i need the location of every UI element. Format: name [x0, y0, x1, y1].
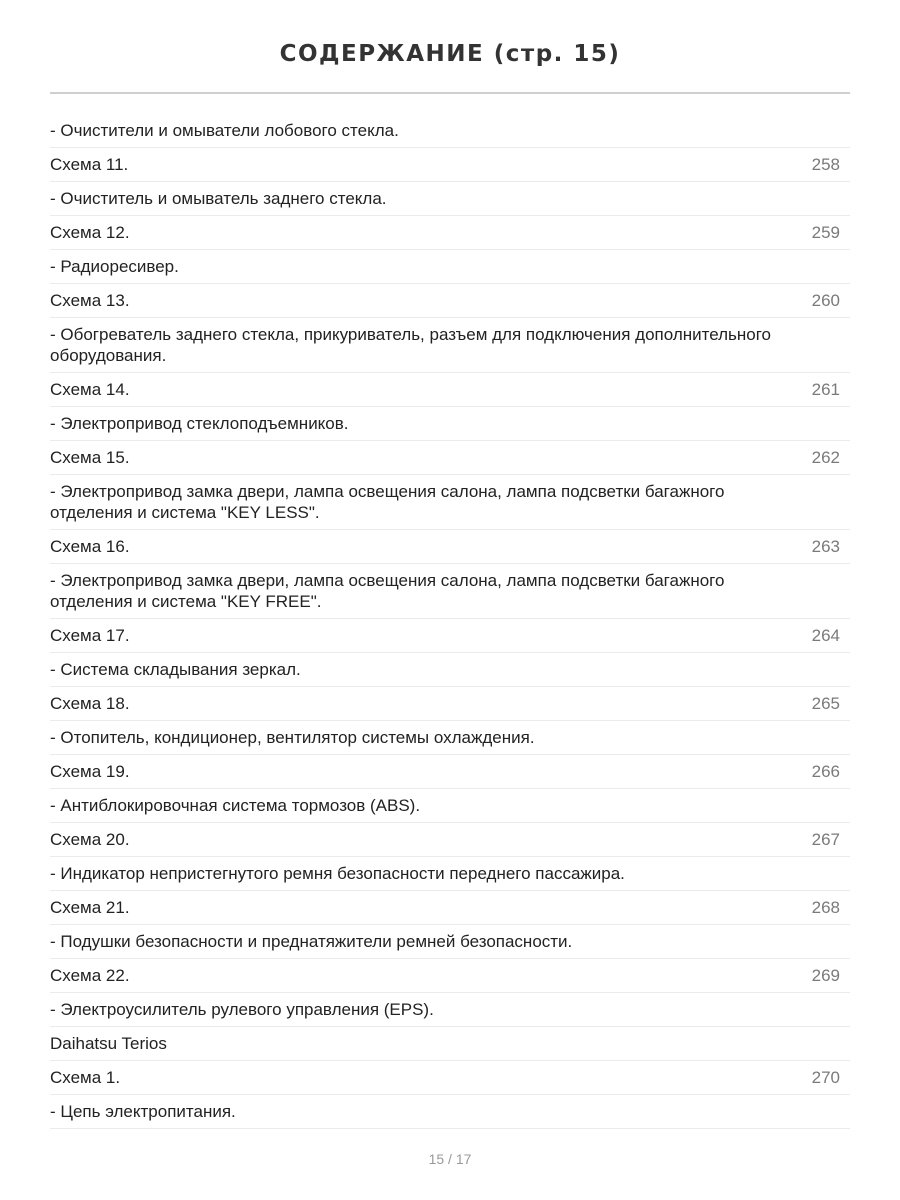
toc-entry-title: Схема 12.	[50, 223, 130, 242]
toc-entry[interactable]	[50, 1095, 850, 1129]
toc-entry-page-number: 260	[811, 291, 840, 310]
toc-entry-title: Схема 14.	[50, 380, 130, 399]
toc-entry[interactable]	[50, 114, 850, 148]
toc-entry[interactable]	[50, 755, 850, 789]
page-title: СОДЕРЖАНИЕ (стр. 15)	[279, 41, 621, 67]
toc-entry-page-number: 268	[811, 898, 840, 917]
toc-entry-title: - Подушки безопасности и преднатяжители ремней безопасности.	[50, 932, 573, 951]
table-of-contents	[50, 114, 850, 1129]
toc-entry[interactable]	[50, 182, 850, 216]
toc-entry-title: - Электропривод замка двери, лампа освещения салона, лампа подсветки багажного отделения и система "KEY FREE".	[50, 571, 725, 611]
toc-entry[interactable]	[50, 318, 850, 373]
toc-entry-title: - Антиблокировочная система тормозов (ABS).	[50, 796, 421, 815]
toc-entry-title: - Электропривод стеклоподъемников.	[50, 414, 349, 433]
toc-entry-title: Схема 21.	[50, 898, 130, 917]
toc-entry-title: Схема 11.	[50, 155, 129, 174]
toc-entry[interactable]	[50, 925, 850, 959]
toc-entry-page-number: 265	[811, 694, 840, 713]
toc-entry[interactable]	[50, 653, 850, 687]
title-divider	[50, 92, 850, 94]
toc-entry[interactable]	[50, 407, 850, 441]
toc-entry-page-number: 264	[811, 626, 840, 645]
toc-entry-page-number: 263	[811, 537, 840, 556]
toc-entry-title: Daihatsu Terios	[50, 1034, 167, 1053]
toc-entry[interactable]	[50, 441, 850, 475]
toc-entry[interactable]	[50, 823, 850, 857]
toc-entry[interactable]	[50, 721, 850, 755]
toc-entry[interactable]	[50, 959, 850, 993]
toc-entry-title: - Электроусилитель рулевого управления (EPS).	[50, 1000, 434, 1019]
toc-entry[interactable]	[50, 687, 850, 721]
toc-entry-page-number: 266	[811, 762, 840, 781]
toc-entry-title: - Индикатор непристегнутого ремня безопасности переднего пассажира.	[50, 864, 625, 883]
toc-entry-title: Схема 22.	[50, 966, 130, 985]
toc-entry[interactable]	[50, 1027, 850, 1061]
toc-entry-title: - Очистители и омыватели лобового стекла.	[50, 121, 399, 140]
toc-entry[interactable]	[50, 475, 850, 530]
toc-entry[interactable]	[50, 373, 850, 407]
toc-entry-title: Схема 18.	[50, 694, 130, 713]
toc-entry-title: Схема 15.	[50, 448, 130, 467]
toc-entry[interactable]	[50, 789, 850, 823]
toc-entry-page-number: 261	[811, 380, 840, 399]
toc-entry-title: Схема 19.	[50, 762, 130, 781]
toc-entry-title: - Обогреватель заднего стекла, прикуриватель, разъем для подключения дополнительного оборудования.	[50, 325, 772, 365]
toc-entry-title: - Очиститель и омыватель заднего стекла.	[50, 189, 387, 208]
toc-entry-title: Схема 13.	[50, 291, 130, 310]
toc-entry[interactable]	[50, 250, 850, 284]
toc-entry[interactable]	[50, 148, 850, 182]
toc-entry-title: Схема 16.	[50, 537, 130, 556]
toc-entry[interactable]	[50, 530, 850, 564]
toc-entry[interactable]	[50, 619, 850, 653]
toc-entry[interactable]	[50, 993, 850, 1027]
toc-entry-title: Схема 1.	[50, 1068, 121, 1087]
toc-entry-page-number: 262	[811, 448, 840, 467]
toc-entry-title: Схема 20.	[50, 830, 130, 849]
toc-entry[interactable]	[50, 216, 850, 250]
toc-entry-page-number: 269	[811, 966, 840, 985]
toc-entry[interactable]	[50, 284, 850, 318]
toc-entry[interactable]	[50, 891, 850, 925]
page-counter: 15 / 17	[428, 1151, 472, 1167]
toc-entry[interactable]	[50, 1061, 850, 1095]
toc-entry-page-number: 270	[811, 1068, 840, 1087]
toc-entry-title: - Электропривод замка двери, лампа освещения салона, лампа подсветки багажного отделения и система "KEY LESS".	[50, 482, 725, 522]
toc-entry-page-number: 259	[811, 223, 840, 242]
toc-entry-title: - Система складывания зеркал.	[50, 660, 301, 679]
toc-entry-page-number: 267	[811, 830, 840, 849]
toc-entry-title: - Отопитель, кондиционер, вентилятор системы охлаждения.	[50, 728, 535, 747]
toc-entry-title: - Радиоресивер.	[50, 257, 179, 276]
toc-entry[interactable]	[50, 564, 850, 619]
toc-entry-title: Схема 17.	[50, 626, 130, 645]
toc-entry-page-number: 258	[811, 155, 840, 174]
toc-entry[interactable]	[50, 857, 850, 891]
toc-entry-title: - Цепь электропитания.	[50, 1102, 236, 1121]
